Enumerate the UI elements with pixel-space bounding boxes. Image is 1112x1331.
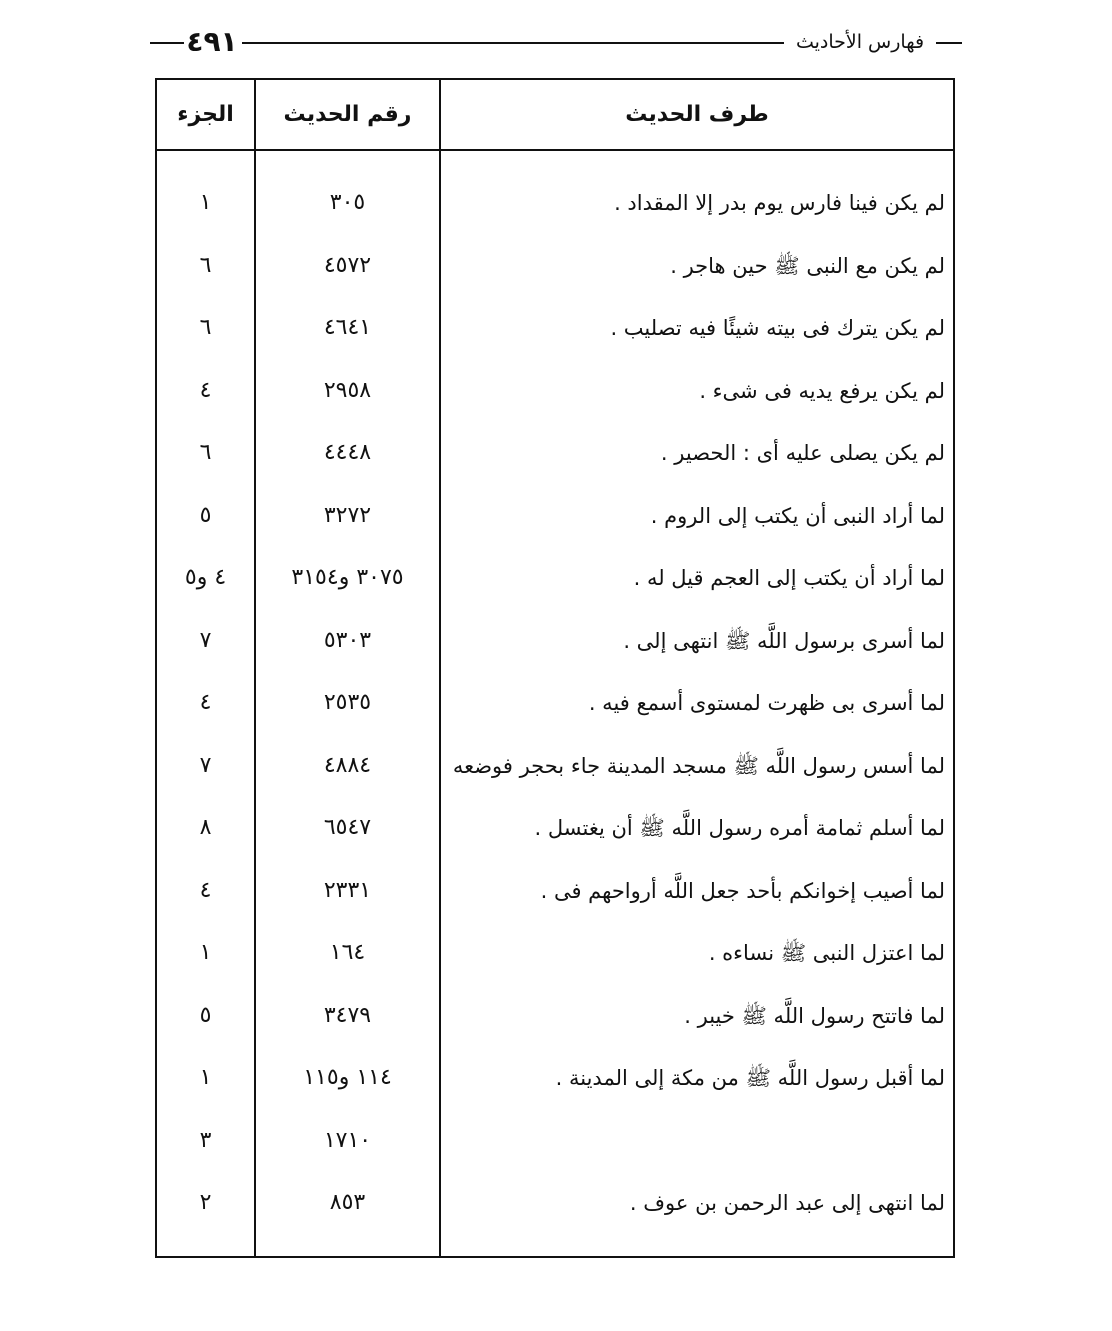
hadith-text-cell: لم يكن فينا فارس يوم بدر إلا المقداد . — [614, 191, 945, 215]
header-rule — [936, 42, 962, 44]
hadith-number-cell: ٣٠٥ — [329, 190, 366, 215]
hadith-text-cell: لم يكن مع النبى ﷺ حين هاجر . — [670, 253, 945, 278]
table-row — [157, 1110, 953, 1173]
table-row — [157, 672, 953, 735]
hadith-text-cell: لما انتهى إلى عبد الرحمن بن عوف . — [629, 1191, 945, 1215]
page-header — [150, 22, 962, 62]
table-row — [157, 985, 953, 1048]
hadith-text-cell: لم يكن يصلى عليه أى : الحصير . — [660, 441, 945, 465]
hadith-text-cell: لم يكن يترك فى بيته شيئًا فيه تصليب . — [610, 316, 945, 340]
part-number-cell: ٦ — [199, 252, 212, 278]
part-number-cell: ٥ — [199, 502, 212, 528]
part-number-cell: ١ — [199, 190, 212, 215]
hadith-text-cell: لما اعتزل النبى ﷺ نساءه . — [708, 941, 945, 965]
part-number-cell: ١ — [199, 1065, 212, 1090]
part-number-cell: ٧ — [199, 627, 212, 653]
table-row — [157, 360, 953, 423]
column-header-hadith: طرف الحديث — [625, 102, 769, 127]
hadith-text-cell: لما أقبل رسول اللَّه ﷺ من مكة إلى المدينة . — [555, 1066, 945, 1090]
hadith-text-cell: لما أسرى برسول اللَّه ﷺ انتهى إلى . — [623, 628, 945, 653]
header-rule — [242, 42, 784, 44]
table-row — [157, 485, 953, 548]
hadith-number-cell: ٤٨٨٤ — [323, 752, 372, 778]
table-row — [157, 297, 953, 360]
part-number-cell: ٢ — [199, 1190, 212, 1215]
hadith-number-cell: ٣٤٧٩ — [323, 1002, 372, 1028]
hadith-number-cell: ٢٣٣١ — [323, 877, 372, 903]
table-row — [157, 860, 953, 923]
table-row — [157, 735, 953, 798]
table-row — [157, 1172, 953, 1235]
part-number-cell: ٤ و٥ — [184, 565, 227, 590]
table-body — [157, 172, 953, 1235]
column-header-part: الجزء — [177, 102, 234, 127]
part-number-cell: ٧ — [199, 752, 212, 778]
hadith-number-cell: ٣٢٧٢ — [323, 502, 372, 528]
hadith-number-cell: ١٦٤ — [329, 940, 366, 965]
hadith-text-cell: لما فاتتح رسول اللَّه ﷺ خيبر . — [684, 1003, 945, 1028]
table-row — [157, 235, 953, 298]
hadith-text-cell: لما أسلم ثمامة أمره رسول اللَّه ﷺ أن يغتسل . — [534, 816, 945, 840]
hadith-text-cell: لما أراد أن يكتب إلى العجم قيل له . — [633, 566, 945, 590]
table-row — [157, 1047, 953, 1110]
hadith-number-cell: ١١٤ و١١٥ — [303, 1065, 392, 1090]
table-row — [157, 797, 953, 860]
part-number-cell: ٤ — [199, 690, 212, 715]
hadith-number-cell: ١٧١٠ — [323, 1127, 372, 1153]
hadith-number-cell: ٣٠٧٥ و٣١٥٤ — [291, 565, 404, 590]
hadith-text-cell: لما أسرى بى ظهرت لمستوى أسمع فيه . — [588, 691, 945, 715]
part-number-cell: ٦ — [199, 315, 212, 340]
header-divider — [157, 149, 953, 151]
part-number-cell: ٤ — [199, 377, 212, 403]
hadith-number-cell: ٤٤٤٨ — [323, 440, 372, 465]
table-row — [157, 422, 953, 485]
hadith-text-cell: لم يكن يرفع يديه فى شىء . — [699, 378, 945, 403]
hadith-text-cell: لما أصيب إخوانكم بأحد جعل اللَّه أرواحهم فى . — [540, 878, 945, 903]
hadith-text-cell: لما أسس رسول اللَّه ﷺ مسجد المدينة جاء بحجر فوضعه — [452, 753, 945, 778]
page-number: ٤٩١ — [186, 25, 238, 58]
part-number-cell: ٤ — [199, 877, 212, 903]
hadith-number-cell: ٦٥٤٧ — [323, 815, 372, 840]
hadith-number-cell: ٨٥٣ — [329, 1190, 366, 1215]
hadith-index-table — [155, 78, 955, 1258]
hadith-number-cell: ٢٩٥٨ — [323, 377, 372, 403]
header-rule — [150, 42, 184, 44]
part-number-cell: ٣ — [199, 1127, 212, 1153]
column-header-number: رقم الحديث — [283, 102, 412, 127]
running-title: فهارس الأحاديث — [795, 31, 925, 53]
hadith-number-cell: ٥٣٠٣ — [323, 627, 372, 653]
part-number-cell: ٨ — [199, 815, 212, 840]
hadith-number-cell: ٤٥٧٢ — [323, 252, 372, 278]
table-row — [157, 172, 953, 235]
hadith-number-cell: ٤٦٤١ — [323, 315, 372, 340]
part-number-cell: ١ — [199, 940, 212, 965]
part-number-cell: ٥ — [199, 1002, 212, 1028]
hadith-number-cell: ٢٥٣٥ — [323, 690, 372, 715]
hadith-text-cell — [449, 1110, 945, 1173]
table-row — [157, 547, 953, 610]
table-row — [157, 610, 953, 673]
hadith-text-cell: لما أراد النبى أن يكتب إلى الروم . — [650, 503, 945, 528]
table-row — [157, 922, 953, 985]
part-number-cell: ٦ — [199, 440, 212, 465]
